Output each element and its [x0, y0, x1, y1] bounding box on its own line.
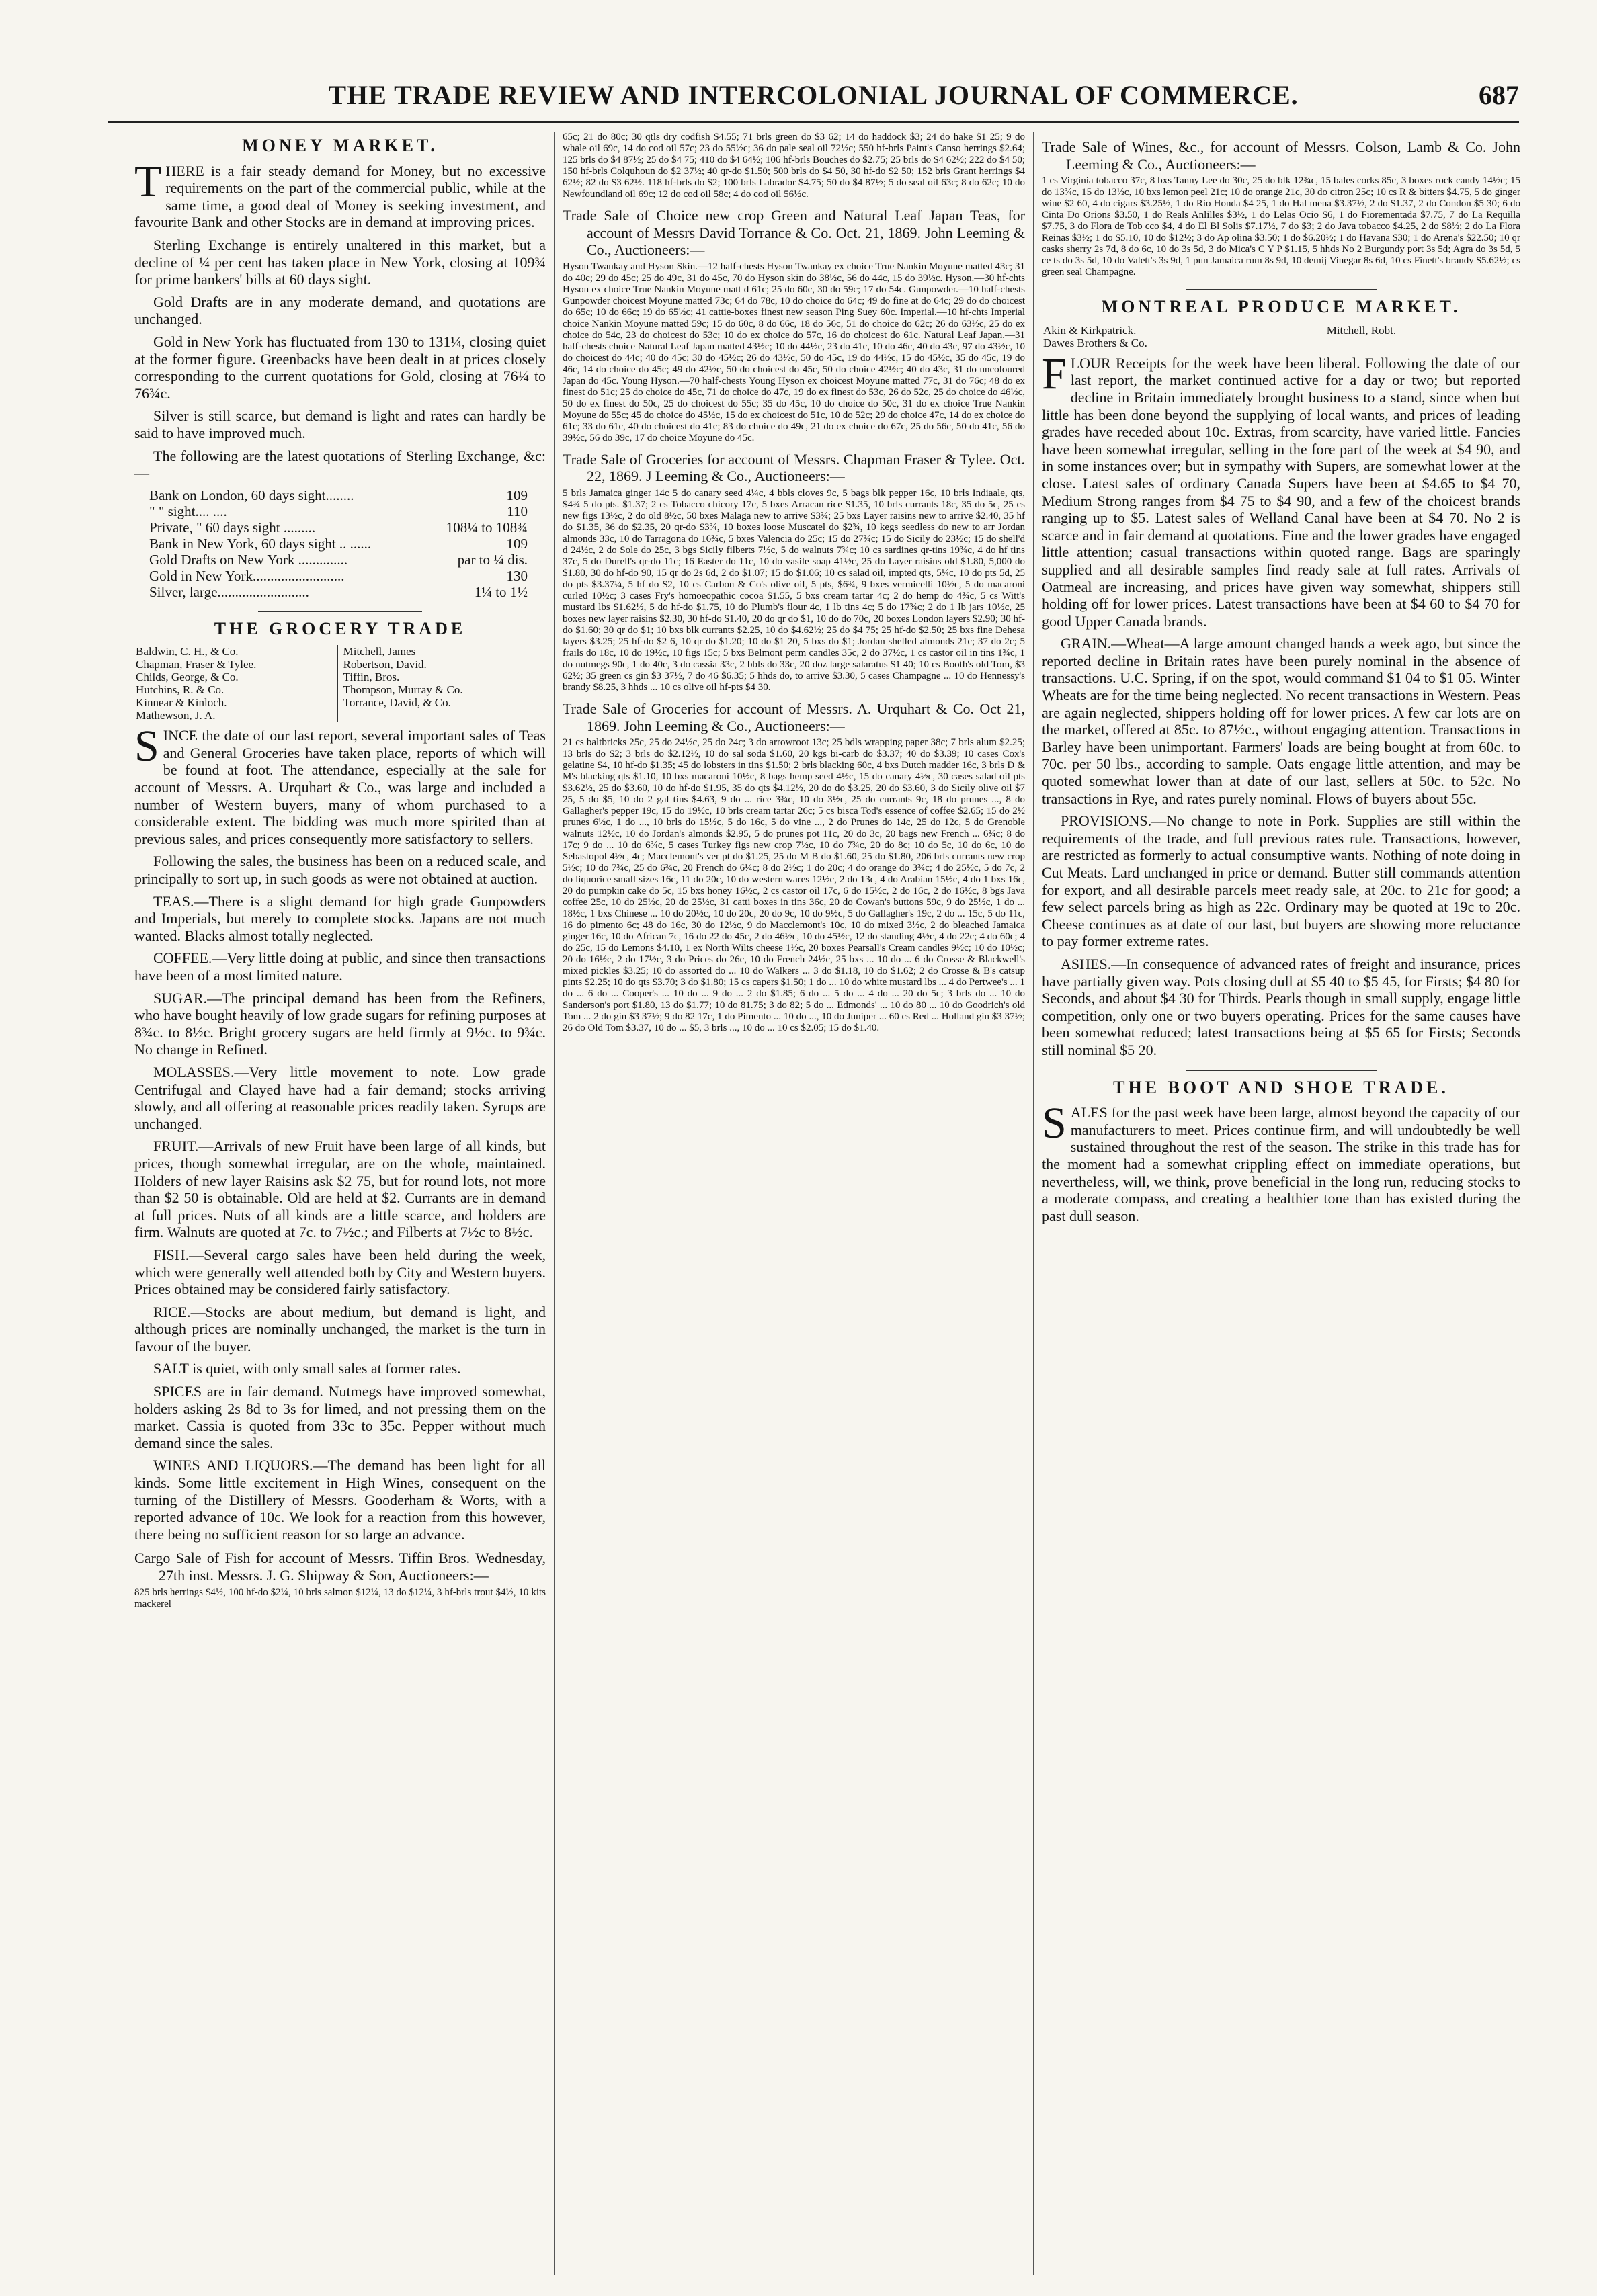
column-1: [134, 132, 546, 2285]
rice-paragraph: RICE.—Stocks are about medium, but demand is light, and although prices are nominally unchanged, the market is the turn in favour of the buyer.: [134, 1303, 546, 1355]
exchange-quotations-table: [149, 487, 528, 600]
drop-cap: S: [1042, 1099, 1067, 1148]
tea-sale-detail: Hyson Twankay and Hyson Skin.—12 half-chests Hyson Twankay ex choice True Nankin Moyune matted 43c; 31 do 40c; 29 do 45c; 25 do 49c, 31 do 45c, 70 do Hyson skin do 38½c, 56 do 44c, 15 do 39½c. Hyson.—30 hf-chts Hyson ex choice True Nankin Moyune matt d 61c; 25 do 60c, 30 do 59c; 17 do 54c. Gunpowder.—10 half-chests Gunpowder choicest Moyune matted 73c; 64 do 78c, 10 do choice do 64c; 49 do fine at do 64c; 29 do do choicest do 65c; 10 do 66c; 19 do 65½c; 41 cattie-boxes finest new season Ping Suey 60c. Imperial.—10 hf-chts Imperial choice Nankin Moyune matted 59c; 15 do 60c, 8 do 66c, 18 do 56c, 51 do choice do 62c; 26 do 63½c, 25 do ex choice do 54c, 23 do choicest do 53c; 10 do ex choice do 57c, 16 do choicest do 61c. Natural Leaf Japan.—31 half-chests choice Natural Leaf Japan matted 43½c; 10 do 44½c, 23 do 41c, 10 do 46c, 40 do 43c, 97 do 43½c, 10 do choicest do 44c; 40 do 45c; 30 do 45½c; 26 do 43½c, 50 do 45c, 19 do 44½c, 15 do 45½c, 35 do 45c, 19 do 46c, 14 do choice do 45c; 49 do 42½c, 50 do choicest do 45c, 50 do choice 42½c; 40 do 43c, 31 do uncoloured Japan do 45c. Young Hyson.—70 half-chests Young Hyson ex choicest Moyune matted 77c, 31 do 76c; 48 do ex finest do 51c; 25 do choice do 45c, 71 do choice do 47c, 19 do ex finest do 53c, 26 do 52c, 25 do choice do 46½c, 50 do ex finest do 50c, 25 do choicest do 55c; 35 do 45c, 10 do choice do 50c, 31 do ex choice True Nankin Moyune do 55c; 45 do choice do 45½c, 15 do ex choicest do 51c, 10 do 52c; 29 do choice 47c, 14 do ex choice do 61c; 33 do 61c, 40 do choicest do 41c; 83 do choice do 49c, 21 do ex choice do 67c, 25 do 56c, 50 do 41c, 56 do 39½c, 56 do 39c, 17 do choice Moyune do 45c.: [563, 261, 1025, 443]
flour-paragraph: FLOUR Receipts for the week have been liberal. Following the date of our last report, the market continued active for a day or two; but reported decline in Britain immediately brought business to a stand, since when but little has been done beyond the supplying of local wants, and prices of leading grades have receded about 10c. Extras, from scarcity, have varied little. Fancies have been somewhat irregular, selling in the fore part of the week at $4 90, and in some instances over; but in sympathy with Supers, are somewhat lower at the close. Latest sales of ordinary Canada Supers have been at $4.65 to $4 70, Medium Strong ranges from $4 75 to $4 90, and a few of the choicest brands ranging up to $5. Latest sales of Welland Canal have been at $4 70. No 2 is scarce and in fair demand at quotations. Fine and the lower grades have engaged little attention; casual transactions within quoted range. Bags are sparingly supplied and all desirable samples find ready sale at full rates. Arrivals of Oatmeal are increasing, and prices have given way somewhat, shippers still holding off for lower prices. Latest transactions have been at $4 60 to $4 70 for good Upper Canada brands.: [1042, 349, 1520, 630]
exchange-row: Gold Drafts on New York .............. par to ¼ dis.: [149, 551, 528, 568]
exchange-row: Gold in New York.......................... 130: [149, 567, 528, 584]
exchange-row: Bank on London, 60 days sight........ 109: [149, 486, 528, 503]
fish-sale-continued: 65c; 21 do 80c; 30 qtls dry codfish $4.55; 71 brls green do $3 62; 14 do haddock $3; 24 do hake $1 25; 9 do whale oil 69c, 14 do cod oil 57c; 23 do 55½c; 36 do pale seal oil 72½c; 550 hf-brls Paint's Canso herrings $2.64; 125 brls do $4 87½; 25 do $4 75; 410 do $4 64½; 106 hf-brls Bouches do $2.75; 25 brls do $4 62½; 222 do $4 50; 150 hf-brls Colquhoun do $2 37½; 40 qr-do $1.50; 500 brls do $4 50, 30 hf-do $2 50; 152 brls Grant herrings $4 62½; 82 do $3 62½. 118 hf-brls do $2; 100 brls Labrador $4.75; 50 do $4 87½; 5 do seal oil 63c; 8 do 62c; 10 do Newfoundland oil 69c; 12 do cod oil 58c; 4 do cod oil 56½c.: [563, 132, 1025, 200]
section-divider: [258, 611, 423, 612]
ashes-paragraph: ASHES.—In consequence of advanced rates of freight and insurance, prices have partially given way. Pots closing dull at $5 40 to $5 45, for Firsts; $4 80 for Seconds, and about $4 30 for Thirds. Pearls though in small supply, engage little competition, only one or two buyers operating. Prices for the same causes have been somewhat reduced; latest transactions being at $5 65 for Firsts; Seconds still nominal $5 20.: [1042, 955, 1520, 1058]
drop-cap: F: [1042, 349, 1067, 398]
drop-cap: S: [134, 722, 159, 771]
grain-paragraph: GRAIN.—Wheat—A large amount changed hands a week ago, but since the reported decline in Britain rates have been purely nominal in the absence of transactions. U.C. Spring, if on the spot, would command $1 04 to $1 05. Winter Wheats are for the time being neglected. No recent transactions in Western. Peas are again neglected, shippers holding off for lower prices. A few car lots are on the market, offered at 85c. to 87½c., without engaging attention. Transactions in Barley have been unimportant. Farmers' loads are being bought at from 60c. to 70c. per 50 lbs., according to sample. Oats engage little attention, and may be quoted somewhat lower than at date of our last, sellers at 50c. to 52c. No transactions in Rye, and rates purely nominal. Flows of buyers about 55c.: [1042, 635, 1520, 807]
cargo-sale-detail: 825 brls herrings $4½, 100 hf-do $2¼, 10 brls salmon $12¼, 13 do $12¼, 3 hf-brls trout $4½, 10 kits mackerel: [134, 1586, 546, 1609]
column-3: [1042, 132, 1520, 2285]
money-market-paragraph: Gold Drafts are in any moderate demand, and quotations are unchanged.: [134, 293, 546, 328]
fruit-paragraph: FRUIT.—Arrivals of new Fruit have been large of all kinds, but prices, though somewhat irregular, are on the whole, maintained. Holders of new layer Raisins ask $2 75, but for round lots, not more than $2 50 is obtainable. Old are held at $2. Currants are in demand at full prices. Nuts of all kinds are a little scarce, and holders are firm. Walnuts are quoted at 7c. to 7½c.; and Filberts at 7½c to 8½c.: [134, 1138, 546, 1241]
provisions-paragraph: PROVISIONS.—No change to note in Pork. Supplies are still within the requirements of the trade, and full previous rates rule. Transactions, however, are restricted as formerly to actual consumptive wants. Nothing of note doing in Cut Meats. Lard unchanged in price or demand. Butter still commands attention for export, and all desirable parcels meet ready sale, at 20c. to 21c for good; a few select parcels bring as high as 22c. Ordinary may be quoted at 19c to 20c. Cheese continues as at date of our last, but buyers are showing more reluctance to pay former extreme rates.: [1042, 812, 1520, 950]
column-2: [563, 132, 1025, 2285]
exchange-row: Private, " 60 days sight ......... 108¼ to 108¾: [149, 519, 528, 536]
broker-list-right: Mitchell, Robt.: [1321, 324, 1520, 349]
exchange-row: " " sight.... .... 110: [149, 503, 528, 519]
exchange-row: Bank in New York, 60 days sight .. ...... 109: [149, 535, 528, 552]
spices-paragraph: SPICES are in fair demand. Nutmegs have improved somewhat, holders asking 2s 8d to 3s for limed, and not pressing them on the market. Cassia is quoted from 33c to 35c. Pepper without much demand since the sales.: [134, 1383, 546, 1451]
grocery-paragraph: Following the sales, the business has been on a reduced scale, and principally to sort up, in such goods as were not obtained at auction.: [134, 853, 546, 888]
produce-brokers-table: [1042, 324, 1520, 349]
journal-title: THE TRADE REVIEW AND INTERCOLONIAL JOURNAL OF COMMERCE.: [328, 80, 1299, 110]
firm-list-left: Baldwin, C. H., & Co. Chapman, Fraser & Tylee. Childs, George, & Co. Hutchins, R. & Co. Kinnear & Kinloch. Mathewson, J. A.: [136, 645, 257, 722]
money-market-paragraph: THERE is a fair steady demand for Money, but no excessive requirements on the part of the commercial public, while at the same time, a good deal of Money is seeking investment, and favourite Bank and other Stocks are in demand at improving prices.: [134, 157, 546, 231]
money-market-paragraph: Sterling Exchange is entirely unaltered in this market, but a decline of ¼ per cent has taken place in New York, closing at 109¾ for prime bankers' bills at 60 days sight.: [134, 236, 546, 288]
molasses-paragraph: MOLASSES.—Very little movement to note. Low grade Centrifugal and Clayed have had a fair demand; stocks arriving slowly, and all offering at reasonable prices readily taken. Syrups are unchanged.: [134, 1063, 546, 1132]
salt-paragraph: SALT is quiet, with only small sales at former rates.: [153, 1360, 461, 1377]
cargo-sale-heading: Cargo Sale of Fish for account of Messrs. Tiffin Bros. Wednesday, 27th inst. Messrs. J. G. Shipway & Son, Auctioneers:—: [134, 1549, 546, 1584]
grocery-heading: THE GROCERY TRADE: [214, 618, 466, 638]
column-rule: [1033, 132, 1034, 2275]
page-number: 687: [1479, 80, 1519, 110]
grocery-paragraph: SINCE the date of our last report, several important sales of Teas and General Groceries have taken place, reports of which will be found at foot. The attendance, especially at the sale for account of Messrs. A. Urquhart & Co., was large and included a number of Western buyers, many of whom purchased to a considerable extent. The bidding was much more spirited than at previous sales, and prices consequently more satisfactory to sellers.: [134, 722, 546, 847]
boot-shoe-heading: THE BOOT AND SHOE TRADE.: [1113, 1077, 1449, 1097]
tea-sale-heading: Trade Sale of Choice new crop Green and Natural Leaf Japan Teas, for account of Messrs David Torrance & Co. Oct. 21, 1869. John Leeming & Co., Auctioneers:—: [563, 207, 1025, 259]
coffee-paragraph: COFFEE.—Very little doing at public, and since then transactions have been of a most limited nature.: [134, 949, 546, 984]
money-market-paragraph: Gold in New York has fluctuated from 130 to 131¼, closing quiet at the former figure. Greenbacks have been dealt in at prices closely corresponding to the current quotations for Gold, closing at 76¼ to 76¾c.: [134, 333, 546, 402]
boot-shoe-paragraph: SALES for the past week have been large, almost beyond the capacity of our manufacturers to meet. Prices continue firm, and will undoubtedly be well sustained throughout the rest of the season. The strike in this trade has for the moment had a somewhat crippling effect on immediate operations, but nevertheless, will, we think, prove beneficial in the long run, reducing stocks to a moderate compass, and creating a healthier tone than has existed during the past dull season.: [1042, 1099, 1520, 1224]
exchange-row: Silver, large.......................... 1¼ to 1½: [149, 583, 528, 600]
fish-paragraph: FISH.—Several cargo sales have been held during the week, which were generally well attended both by City and Western buyers. Prices obtained may be considered fairly satisfactory.: [134, 1246, 546, 1298]
grocery-firms-table: [134, 645, 546, 722]
column-rule: [554, 132, 555, 2275]
masthead: [108, 79, 1519, 123]
groceries-sale-detail: 5 brls Jamaica ginger 14c 5 do canary seed 4¼c, 4 bbls cloves 9c, 5 bags blk pepper 16c, 10 brls Indiaale, qts, $4¾ 5 do pts. $1.37; 2 cs Tobacco chicory 17c, 5 bxes Arracan rice $1.35, 10 brls currants 18c, 35 do 5c, 25 cs new figs 13½c, 2 do old 8½c, 50 bxes Malaga new to arrive $3¾; 25 bxs Layer raisins new to arrive $2.40, 35 hf do $1.35, 36 do $2.35, 20 qr-do $3¾, 10 boxes loose Muscatel do $2¾, 10 kegs seedless do new to arr Jordan almonds 33c, 10 do Tarragona do 16¾c, 5 bxes Valencia do 25c; 15 do 27¾c; 15 do Sicily do 23½c; 15 do shell'd d 24½c, 2 do Sole do 25c, 3 bgs Sicily filberts 7½c, 5 do walnuts 7¾c; 10 cs sardines qr-tins 19¾c, 4 do hf tins 37c, 5 do Durell's qr-do 11c; 16 Easter do 11c, 10 do vasile soap 41½c, 25 do Layer raisins old $1.80, 5,000 do $1.80, 30 do hf-do 90, 15 qr do 2s 6d, 2 do $1.07; 15 do $1.06; 10 cs salad oil, impted qts, 5¼c, 10 do pts 5d, 25 do pts $3.37¼, 5 hf do $2, 10 cs Carbon & Co's olive oil, 5 pts, $6¾, 9 bxes vermicelli 10½c, 5 do macaroni curled 10½c; 3 cases Fry's homoeopathic cocoa $1.55, 5 bxs cream tartar 4c; 2 do hemp do 4¾c, 5 cs Witt's mustard lbs $1.62½, 5 do hf-do $1.75, 10 do Plumb's flour 4c, 1 lb tins 4c; 5 do 17¾c; 2 do 1 lb jars 10½c, 25 boxes new layer raisins $2.30, 30 hf-do $1.40, 20 do qr do $1, 10 do do 70c, 20 boxes London layers $2.90; 30 hf-do $1.60; 30 qr do $1; 10 bxs blk currants $2.25, 10 do $4.62½; 25 do $4 75; 25 hf-do $2.50; 25 bxs fine Dehesa layers $3.25; 25 hf-do $2 6, 10 qr do $1.20; 10 do $1 20, 5 bxs do $1; Jordan shelled almonds 21c; 37 do 2c; 5 frails do 18c, 10 do 19½c, 10 figs 15c; 5 bxs Belmont perm candles 35c, 2 do 37½c, 1 cs castor oil in tins 1¾c, 1 do nutmegs 90c, 1 do 40c, 3 do cassia 33c, 2 bbls do 33c, 20 doz large salaratus $1 40; 10 cs Booth's old Tom, $3 62½; 35 green cs gin $3 37½, 7 do 46 $6.35; 5 hhds do, to arrive $3.30, 5 cases Champagne ... 10 do Hennessy's brandy $8.25, 3 hhds ... 10 cs olive oil hf-pts $4 30.: [563, 487, 1025, 693]
wine-sale-detail: 1 cs Virginia tobacco 37c, 8 bxs Tanny Lee do 30c, 25 do blk 12¾c, 15 bales corks 85c, 3 boxes rock candy 14½c; 15 do 13¾c, 15 do 13½c, 10 bxs lemon peel 21c; 10 do orange 21c, 30 do citron 25c; 10 cs R & bitters $4.75, 5 do ginger wine $2 60, 4 do cigars $3.25½, 1 do Rio Honda $4 25, 1 do Hal mena $3.37½, 2 do $1.37, 2 do Condon $5 30; 6 do Cinta Do Orions $3.50, 1 do Reals Anlilles $3½, 1 do Lelas Ocio $6, 1 do Fiorementada $7.75, 7 do La Requilla $7.75, 3 do Flora de Tob cco $4, 4 do El Bl Solis $7.17½, 7 do $3; 2 do Java tobacco $4.25, 2 do $8½; 2 do La Flora Reinas $3½; 1 do $5.10, 10 do $12½; 3 do Ap olina $3.50; 1 do $6.20½; 1 do Havana $30; 1 do Arena's $22.50; 10 qr casks sherry 2s 7d, 8 do 6c, 10 do 3s 5d, 3 do Mica's C Y P $1.15, 5 hhds No 2 Burgundy port 3s 5d; Agra do 3s 5d, 5 ce ts do 3s 5d, 10 do Valett's 3s 9d, 1 pun Jamaica rum 8s 9d, 10 demij Vinegar 8s 6d, 10 cs Finett's brandy $5.62½; cs green seal Champagne.: [1042, 175, 1520, 278]
urquhart-sale-detail: 21 cs baltbricks 25c, 25 do 24½c, 25 do 24c; 3 do arrowroot 13c; 25 bdls wrapping paper 38c; 7 brls alum $2.25; 13 brls do $2; 3 brls do $2.12½, 10 do sal soda $1.60, 20 kgs bi-carb do $3.37; 40 do $3.39; 10 cases Cox's gelatine $4, 10 hf-do $1.35; 45 do lobsters in tins $1.50; 2 brls blacking 60c, 4 bxs Dutch madder 16c, 3 brls D & M's blacking qts $1.10, 10 bxs macaroni 10½c, 8 bags hemp seed 4½c, 15 do canary 4½c, 30 cases salad oil pts $3.62½, 25 do $3.60, 10 do hf-do $1.95, 35 do qts $4.12½, 20 do do $3.25, 20 do $3.60, 3 do Sicily olive oil $7 25, 5 do $5, 10 do 2 gal tins $4.63, 9 do ... rice 3¾c, 10 do 3½c, 25 do currants 9c, 18 do prunes ..., 8 do Gallagher's pepper 19c, 15 do 19½c, 10 brls cream tartar 26c; 5 cs bisca Tod's essence of coffee $2.65; 15 do 2½ prunes 6½c, 1 do ..., 10 brls do 15½c, 5 do 16c, 5 do vine ..., 2 do Prunes do 14c, 25 do 12c, 5 do Grenoble walnuts 12½c, 10 do Jordan's almonds $2.95, 5 do prunes pot 11c, 20 do 3c, 20 bags new French ... 6¾c; 8 do 17c; 9 do ... 10 do 6¾c, 5 cases Turkey figs new crop 7½c, 10 do 7¾c, 20 do 8c; 10 do 5c, 10 do 6c, 10 do Sebastopol 4½c, 4c; Macclemont's ver pt do $1.25, 25 do M B do $1.60, 25 do $1.80, 206 brls currants new crop 5½c; 10 do 7¾c, 25 do 6¾c, 20 French do 6¼c; 8 do 2½c; 1 do 20c; 4 do orange do 3¾c; 4 do 25½c, 5 do 7c, 2 do liquorice small sizes 16c, 11 do 20c, 10 do western wares 12½c, 2 do 13c, 4 do Arabian 15½c, 4 do 1 bxs 16c, 20 do pumpkin cake do 5c, 15 bxs honey 16½c, 2 cs castor oil 17c, 6 do 15½c, 2 do 16c, 2 do 16½c, 8 bgs Java coffee 25c, 10 do 25½c, 20 do 25½c, 31 catti boxes in tins 36c, 20 do Cowan's buttons 59c, 9 do 25½c, 1 do ... 18½c, 1 bxs Chinese ... 10 do 20½c, 10 do 20c, 20 do 9c, 10 do 9½c, 5 do Gallagher's 19c, 2 do ... 15c, 5 do 11c, 16 do pimento 6c; 48 do 16c, 30 do 12½c, 9 do Macclemont's 10c, 10 do mixed 3½c, 2 do bleached Jamaica ginger 16c, 10 do African 7c, 16 do 22 do 45c, 2 do 46½c, 10 do 45½c, 12 do standing 4½c, 4 do 22c; 4 do 60c; 4 do 25c, 15 do Lemons $4.10, 1 ex North Wilts cheese 1½c, 20 boxes Pearsall's Cream candles 9½c; 10 do 10½c; 20 do 16½c, 2 do 17½c, 3 do Prices do 26c, 10 do French 24½c, 25 bxs ... 10 do ... 6 do Crosse & Blackwell's mixed pickles $3.25; 10 do assorted do ... 10 do Walkers ... 3 do $1.18, 10 do $1.62; 2 do Crosse & B's catsup pints $2.25; 10 do qts $3.70; 3 do $1.80; 15 cs capers $1.50; 1 do ... 10 do white mustard lbs ... 4 do Pertwee's ... 1 do ... 6 do ... Cooper's ... 10 do ... 9 do ... 2 do $1.85; 6 do ... 5 do ... 4 do ... 20 do 5c; 3 brls do ... 10 do Sanderson's port $1.80, 13 do $1.77; 10 do 81.75; 3 do 82; 5 do ... Edmonds' ... 10 do 80 ... 10 do Goodrich's old Tom ... 2 do gin $3 37½; 9 do 82 17c, 1 do Pimento ... 10 do ..., 10 do Juniper ... 60 cs Red ... Holland gin $3 37½; 26 do Old Tom $3.37, 10 do ... $5, 3 brls ..., 10 do ... 10 cs $2.05; 15 do $1.40.: [563, 737, 1025, 1034]
drop-cap: T: [134, 157, 162, 206]
wines-paragraph: WINES AND LIQUORS.—The demand has been light for all kinds. Some little excitement in High Wines, consequent on the turning of the Distillery of Messrs. Gooderham & Worts, with a reported advance of 10c. We look for a reaction from this however, there being no sufficient reason for so large an advance.: [134, 1457, 546, 1543]
section-divider: [1186, 289, 1377, 290]
broker-list-left: Akin & Kirkpatrick. Dawes Brothers & Co.: [1043, 323, 1147, 349]
money-market-paragraph: Silver is still scarce, but demand is light and rates can hardly be said to have improved much.: [134, 407, 546, 441]
wine-sale-heading: Trade Sale of Wines, &c., for account of Messrs. Colson, Lamb & Co. John Leeming & Co., Auctioneers:—: [1042, 138, 1520, 173]
firm-list-right: Mitchell, James Robertson, David. Tiffin, Bros. Thompson, Murray & Co. Torrance, David, & Co.: [337, 645, 546, 722]
teas-paragraph: TEAS.—There is a slight demand for high grade Gunpowders and Imperials, but merely to complete stocks. Japans are not much wanted. Blacks almost totally neglected.: [134, 892, 546, 944]
groceries-sale-heading: Trade Sale of Groceries for account of Messrs. Chapman Fraser & Tylee. Oct. 22, 1869. J Leeming & Co., Auctioneers:—: [563, 450, 1025, 485]
sugar-paragraph: SUGAR.—The principal demand has been from the Refiners, who have bought heavily of low grade sugars for refining purposes at 8¾c. to 8½c. Bright grocery sugars are held firmly at 9½c. to 9¾c. No change in Refined.: [134, 989, 546, 1058]
money-market-paragraph: The following are the latest quotations of Sterling Exchange, &c:—: [134, 447, 546, 482]
montreal-produce-heading: MONTREAL PRODUCE MARKET.: [1101, 297, 1461, 317]
urquhart-sale-heading: Trade Sale of Groceries for account of Messrs. A. Urquhart & Co. Oct 21, 1869. John Leeming & Co., Auctioneers:—: [563, 699, 1025, 734]
money-market-heading: MONEY MARKET.: [242, 136, 438, 155]
section-divider: [1186, 1070, 1377, 1071]
